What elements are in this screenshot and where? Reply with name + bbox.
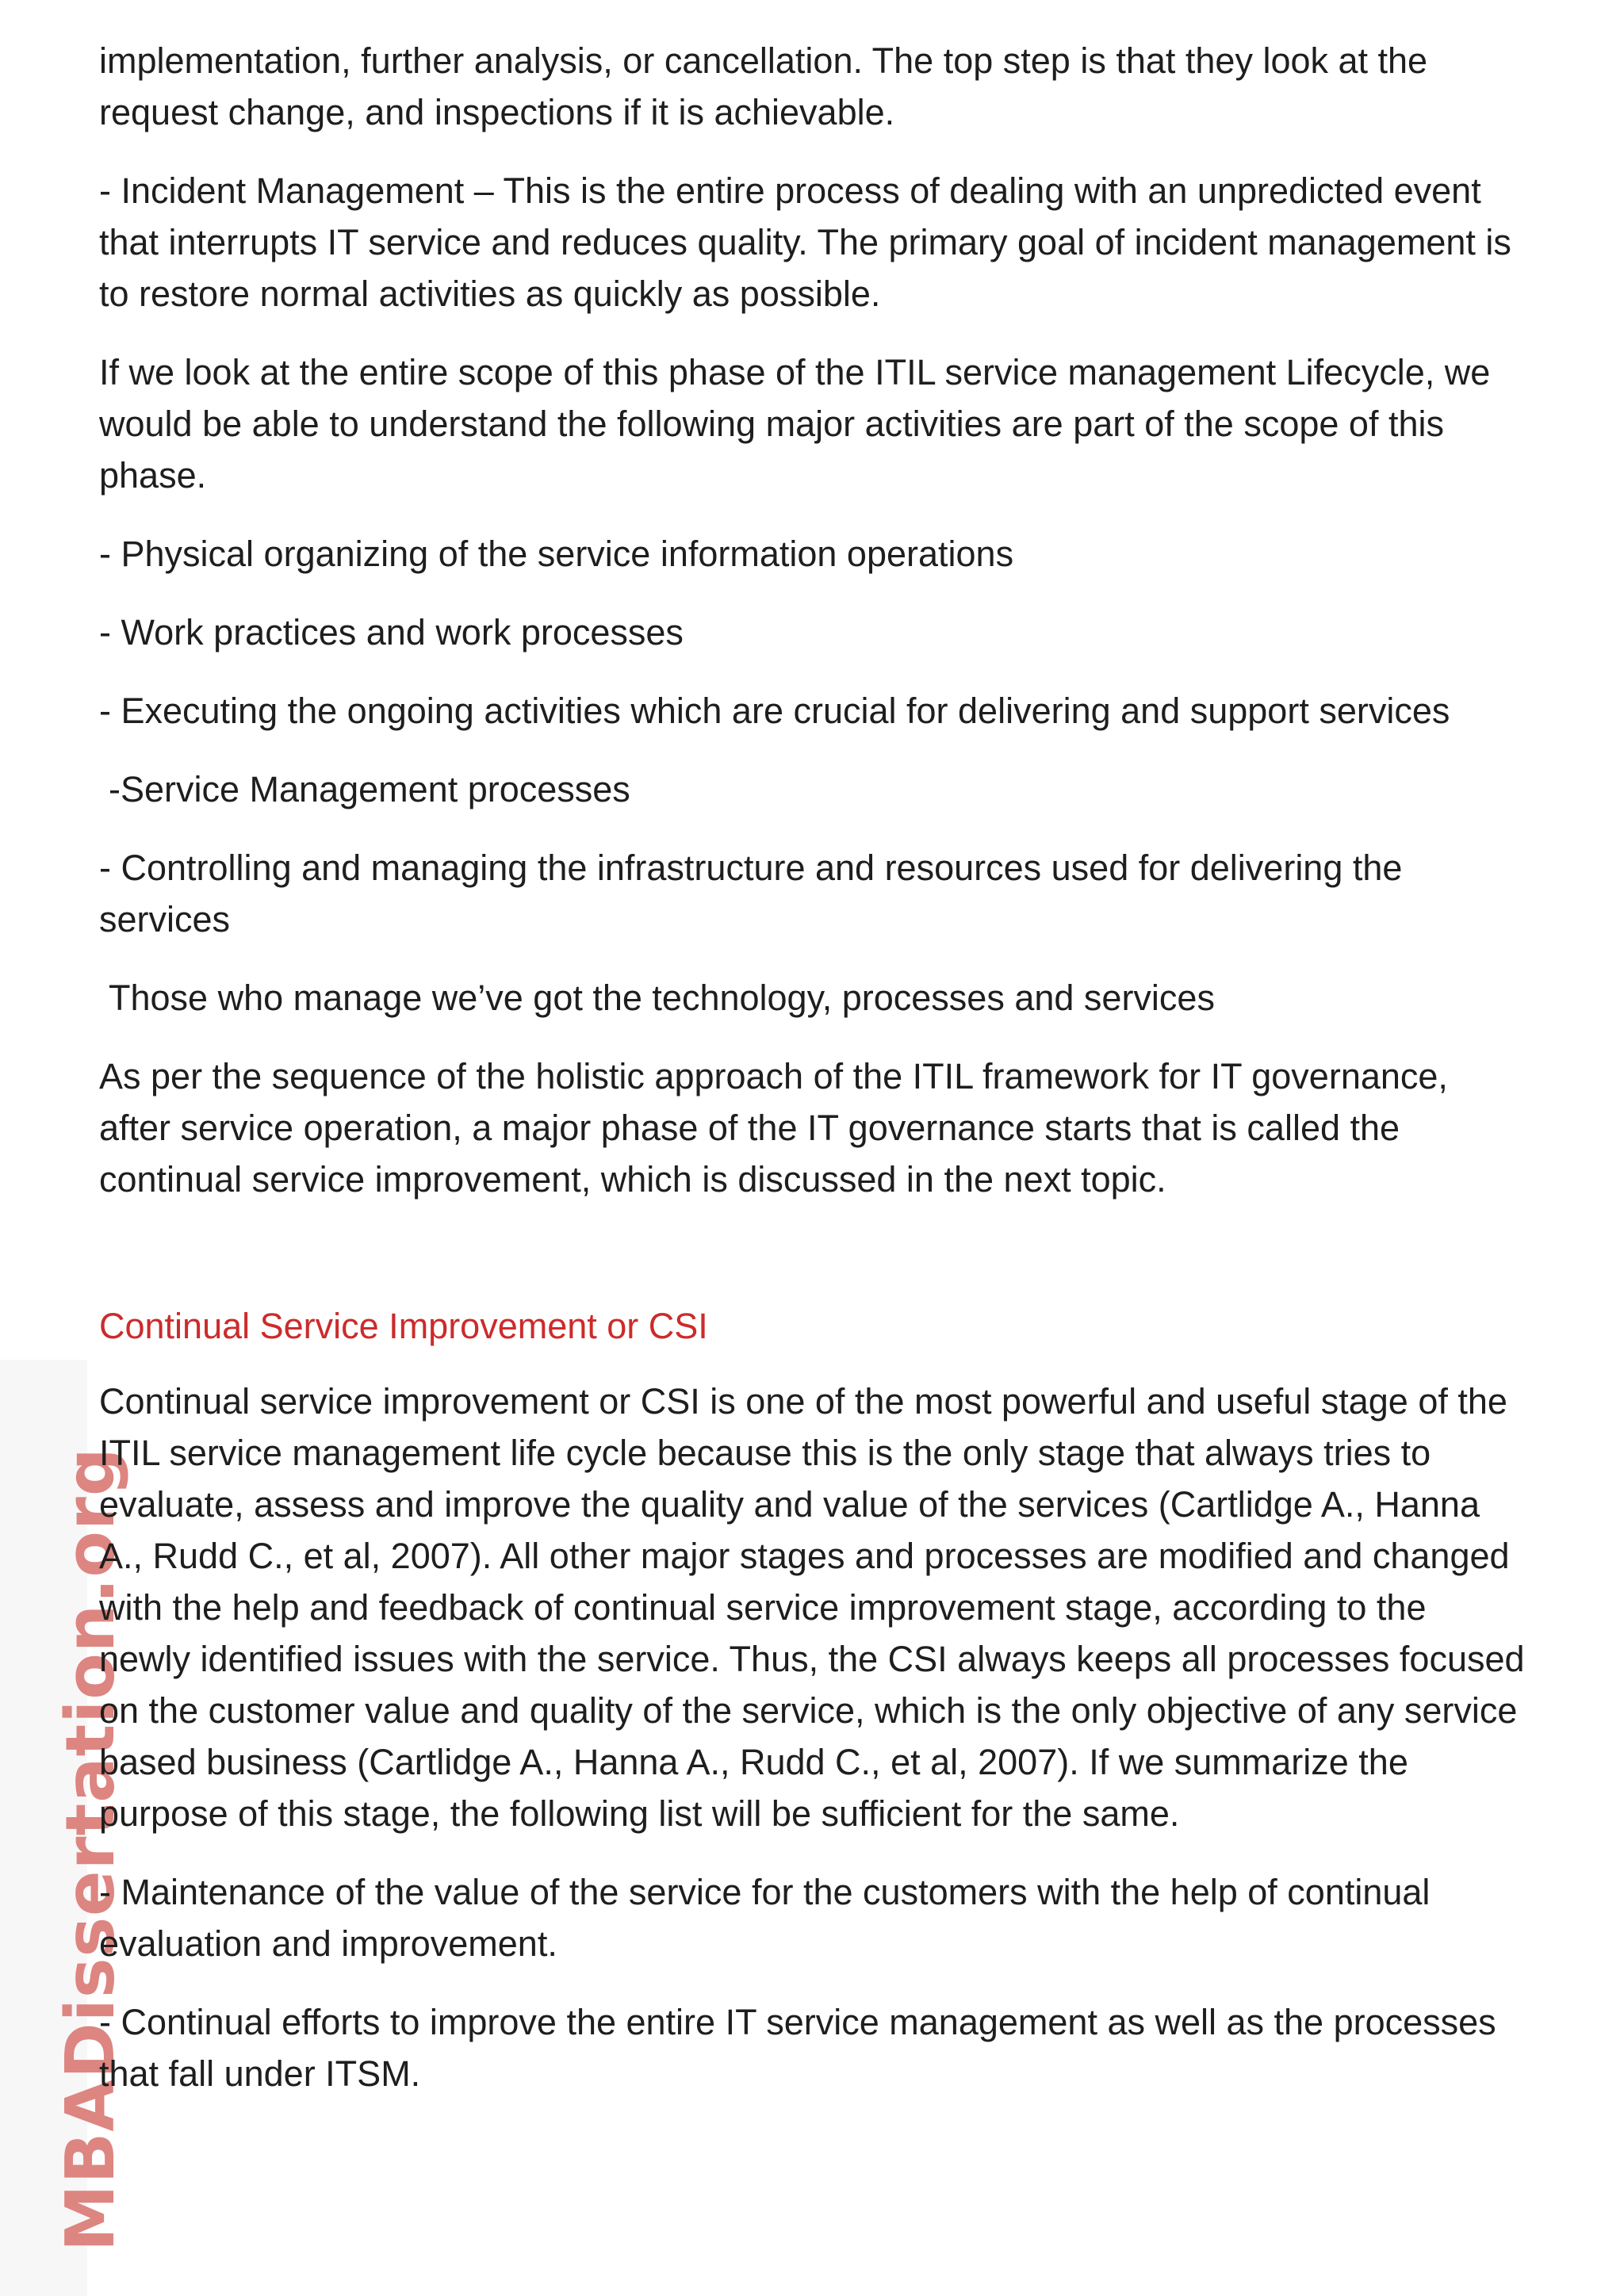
list-item-continual-efforts: - Continual efforts to improve the entire IT service management as well as the processes that fall under ITSM. (99, 2002, 1496, 2094)
list-item-controlling-infrastructure: - Controlling and managing the infrastructure and resources used for delivering the services (99, 848, 1403, 939)
watermark-logo: MBADissertation.org (52, 1447, 130, 2252)
list-item-work-practices: - Work practices and work processes (99, 612, 684, 652)
list-item-executing-activities: - Executing the ongoing activities which are crucial for delivering and support services (99, 691, 1450, 731)
list-item-those-who-manage: Those who manage we’ve got the technology, processes and services (109, 978, 1215, 1018)
paragraph-incident-management: - Incident Management – This is the entire process of dealing with an unpredicted event that interrupts IT service and reduces quality. The primary goal of incident management is to restore normal activities as quickly as possible. (99, 170, 1511, 314)
section-gap (99, 1232, 1526, 1300)
paragraph-csi-overview: Continual service improvement or CSI is one of the most powerful and useful stage of the ITIL service management life cycle because this is the only stage that always tries to evaluate, assess and improve the quality and value of the services (Cartlidge A., Hanna A., Rudd C., et al, 2007). All other major stages and processes are modified and changed with the help and feedback of continual service improvement stage, according to the newly identified issues with the service. Thus, the CSI always keeps all processes focused on the customer value and quality of the service, which is the only objective of any service based business (Cartlidge A., Hanna A., Rudd C., et al, 2007). If we summarize the purpose of this stage, the following list will be sufficient for the same. (99, 1381, 1525, 1834)
list-item-service-management-processes: -Service Management processes (109, 769, 630, 809)
list-item-physical-organizing: - Physical organizing of the service information operations (99, 534, 1014, 574)
paragraph-implementation: implementation, further analysis, or cancellation. The top step is that they look at the request change, and inspections if it is achievable. (99, 40, 1428, 132)
list-item-maintenance-of-value: - Maintenance of the value of the service for the customers with the help of continual evaluation and improvement. (99, 1872, 1431, 1964)
paragraph-scope: If we look at the entire scope of this phase of the ITIL service management Lifecycle, we would be able to understand the following major activities are part of the scope of this phase. (99, 352, 1491, 496)
section-heading-csi: Continual Service Improvement or CSI (99, 1306, 708, 1346)
document-body (99, 35, 1526, 2126)
paragraph-holistic-approach: As per the sequence of the holistic approach of the ITIL framework for IT governance, after service operation, a major phase of the IT governance starts that is called the continual service improvement, which is discussed in the next topic. (99, 1056, 1448, 1200)
